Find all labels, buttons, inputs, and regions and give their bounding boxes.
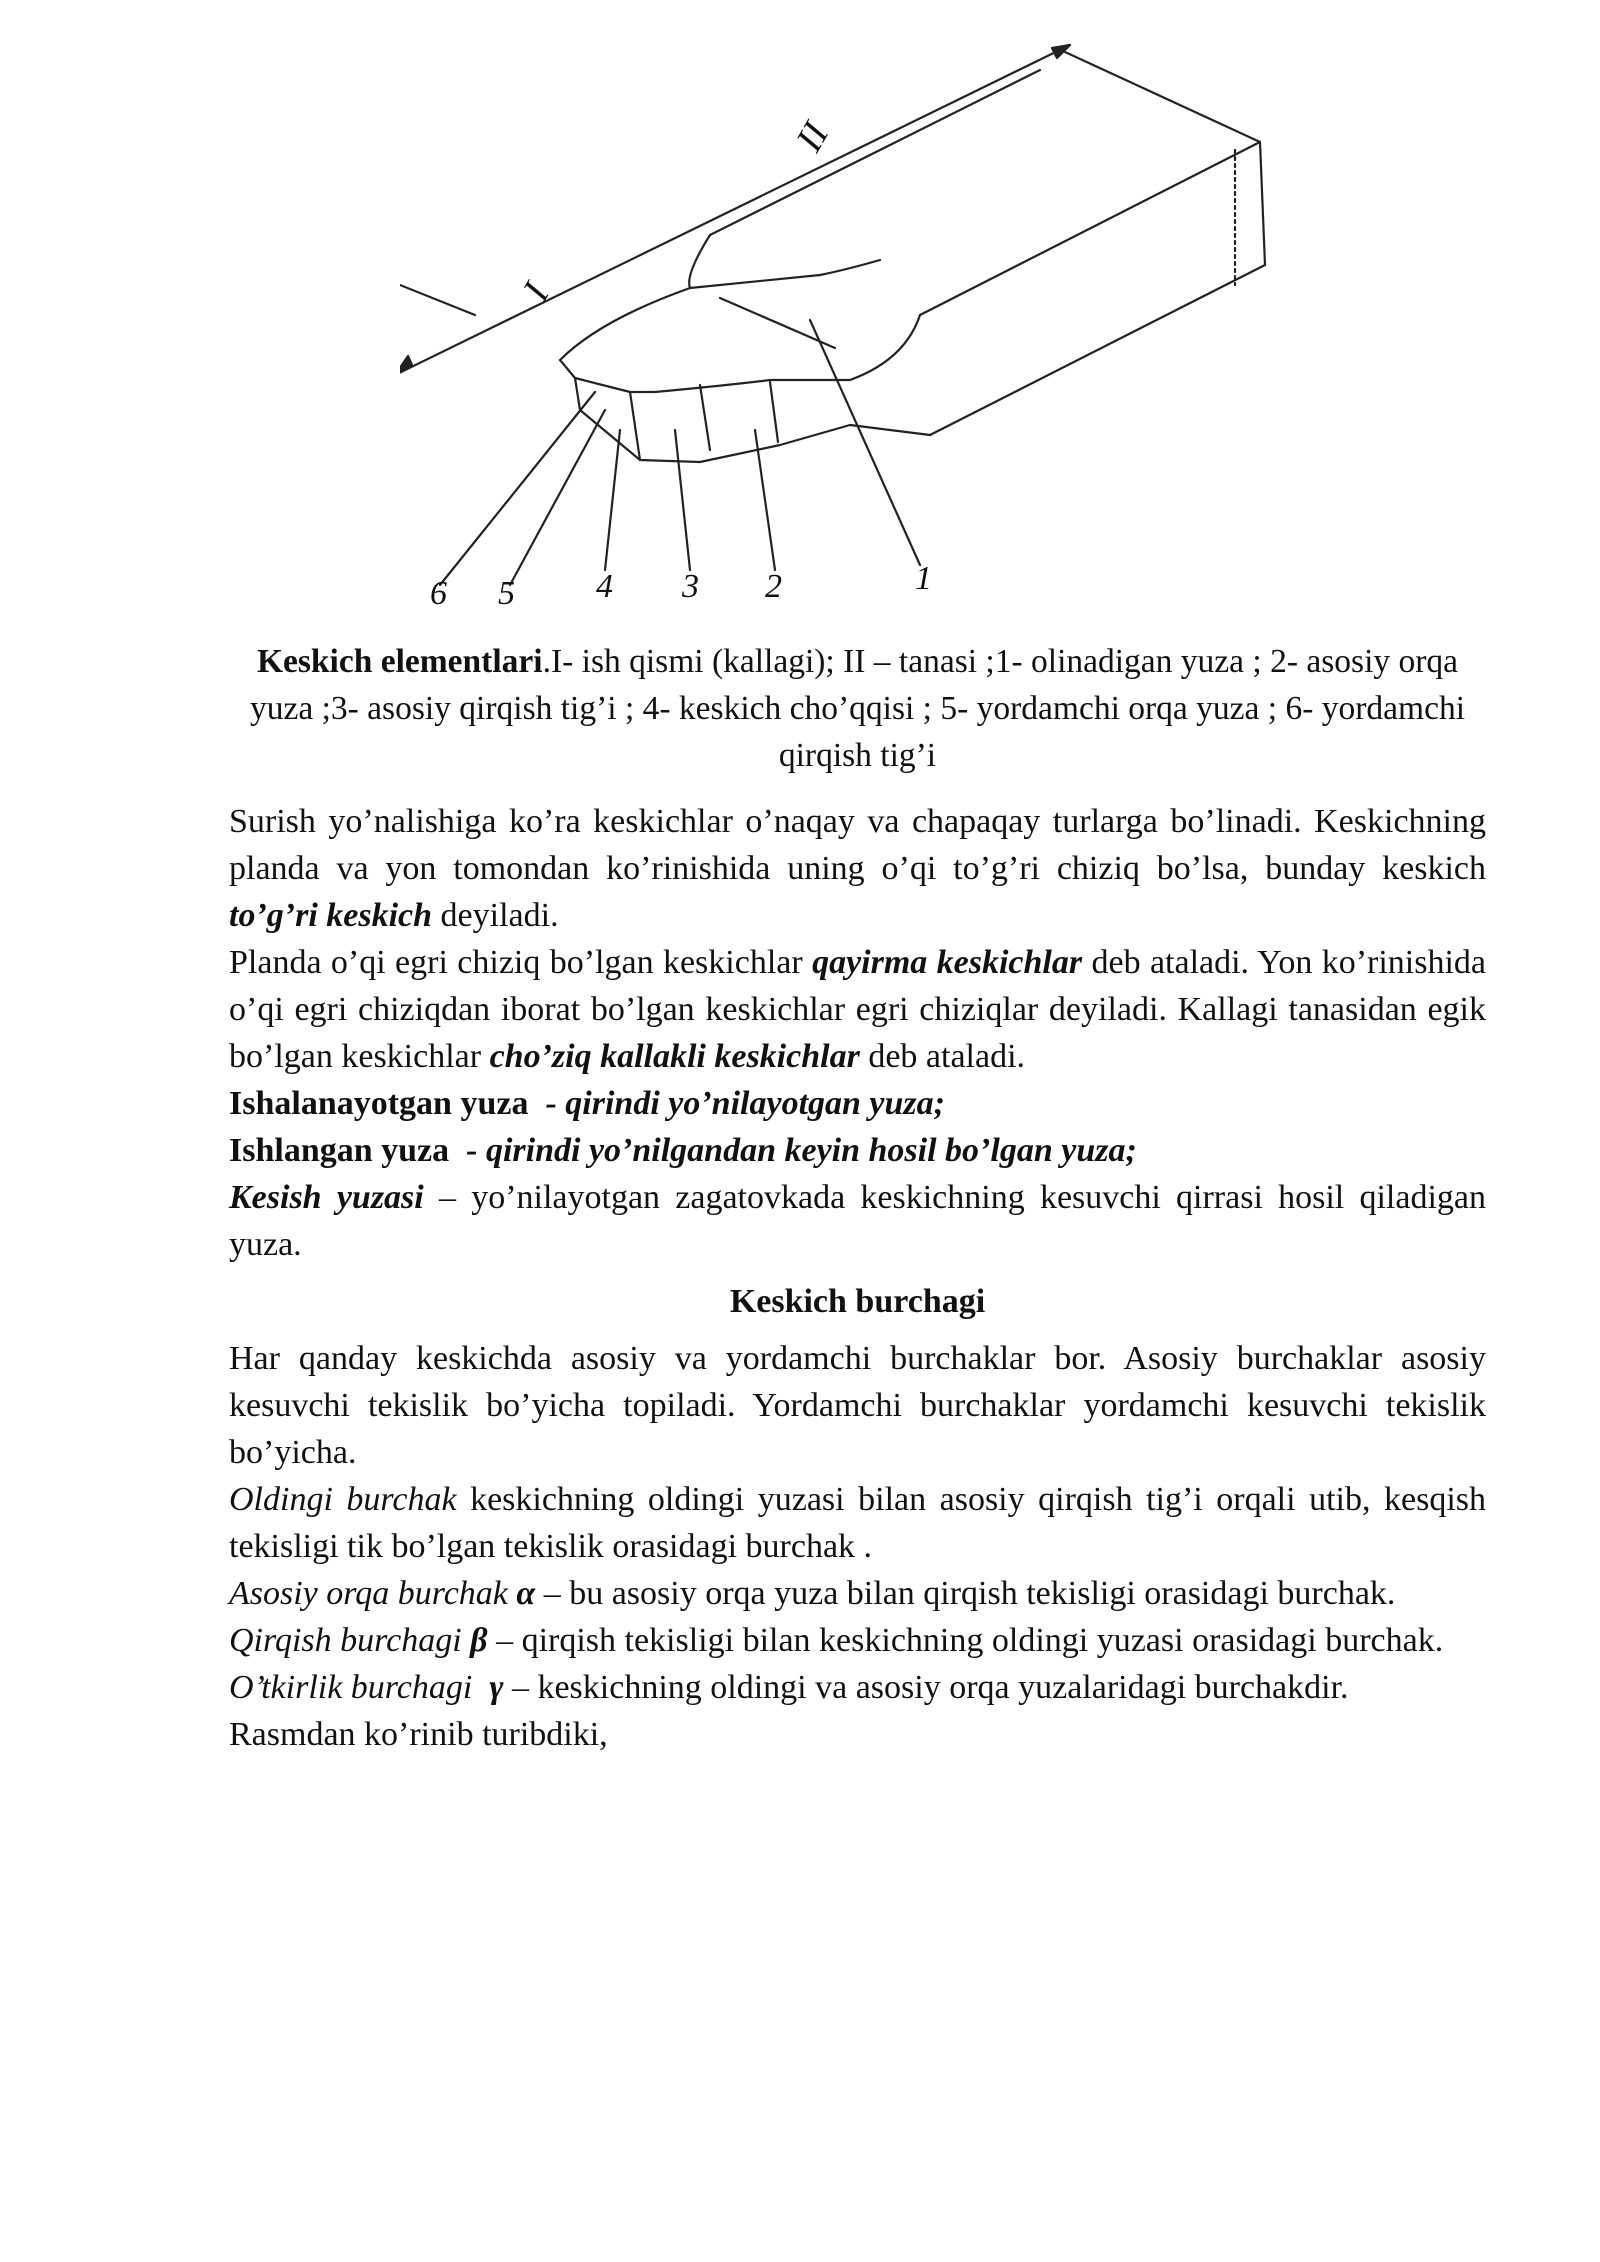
definition-text: – bu asosiy orqa yuza bilan qirqish tekisligi orasidagi burchak.	[535, 1575, 1396, 1612]
definition-clearance-angle	[229, 1570, 1486, 1617]
paragraph-text-mid: deb ataladi. Yon ko’rinishida o’qi egri chiziqdan iborat bo’lgan keskichlar egri chiziqlar deyiladi. Kallagi tanasidan egik bo’lgan keskichlar	[229, 944, 1486, 1075]
definition-text: - qirindi yo’nilayotgan yuza;	[545, 1085, 945, 1122]
definition-surface-being-machined	[229, 1080, 1486, 1127]
body-top-back-edge	[1065, 52, 1260, 142]
definition-term: Ishlangan yuza	[229, 1132, 450, 1169]
rake-face-edge	[560, 288, 690, 360]
gamma-symbol: γ	[489, 1669, 504, 1706]
tool-tip	[560, 360, 655, 392]
figure-label-4: 4	[596, 568, 613, 605]
body-top-front-edge	[920, 142, 1260, 315]
figure-label-1: 1	[915, 560, 932, 597]
caption-text: .I- ish qismi (kallagi); II – tanasi ;1- olinadigan yuza ; 2- asosiy orqa yuza ;3- asosiy qirqish tig’i ; 4- keskich cho’qqisi ; 5- yordamchi orqa yuza ; 6- yordamchi qirqish tig’i	[249, 643, 1465, 774]
alpha-symbol: α	[516, 1575, 536, 1612]
leader-2	[755, 430, 775, 570]
paragraph-closing: Rasmdan ko’rinib turibdiki,	[229, 1716, 608, 1753]
definition-term: Asosiy orqa burchak	[229, 1575, 508, 1612]
cutting-tool-figure	[400, 30, 1300, 620]
figure-label-3: 3	[682, 568, 699, 605]
paragraph-text: Planda o’qi egri chiziq bo’lgan keskichlar	[229, 944, 813, 981]
definition-term: Oldingi burchak	[229, 1481, 457, 1518]
body-bottom-edge	[930, 265, 1265, 435]
definition-term: O’tkirlik burchagi	[229, 1669, 473, 1706]
leader-4	[605, 430, 620, 570]
paragraph-angles-intro: Har qanday keskichda asosiy va yordamchi burchaklar bor. Asosiy burchaklar asosiy kesuvchi tekislik bo’yicha topiladi. Yordamchi burchaklar yordamchi kesuvchi tekislik bo’yicha.	[229, 1340, 1486, 1471]
term-straight-tool: to’g’ri keskich	[229, 897, 433, 934]
figure-label-2: 2	[765, 568, 782, 605]
paragraph-bent-tools	[229, 939, 1486, 1080]
term-extended-head-tool: cho’ziq kallakli keskichlar	[489, 1038, 860, 1075]
figure-label-part2: II	[788, 115, 838, 159]
leader-3	[675, 430, 690, 570]
leader-1	[810, 320, 920, 565]
definition-term: Kesish yuzasi	[229, 1179, 424, 1216]
definition-rake-angle	[229, 1476, 1486, 1570]
definition-text: – qirqish tekisligi bilan keskichning oldingi yuzasi orasidagi burchak.	[487, 1622, 1444, 1659]
leader-5	[510, 410, 605, 585]
term-bent-tool: qayirma keskichlar	[812, 944, 1083, 981]
head-upper-step	[689, 235, 880, 288]
definition-text: – yo’nilayotgan zagatovkada keskichning kesuvchi qirrasi hosil qiladigan yuza.	[229, 1179, 1486, 1263]
figure-caption	[230, 638, 1485, 779]
definition-cutting-angle	[229, 1617, 1486, 1664]
section-heading: Keskich burchagi	[729, 1283, 986, 1320]
definition-term: Ishalanayotgan yuza	[229, 1085, 529, 1122]
figure-label-part1: I	[514, 276, 558, 308]
flank-divider-2	[700, 385, 710, 450]
body-end-edge	[1260, 142, 1265, 265]
dimension-arrow-left	[400, 356, 412, 375]
paragraph-text: Surish yo’nalishiga ko’ra keskichlar o’naqay va chapaqay turlarga bo’linadi. Keskichning planda va yon tomondan ko’rinishida uning o’qi to’g’ri chiziq bo’lsa, bunday keskich	[229, 803, 1486, 887]
flank-divider-1	[630, 392, 640, 460]
flank-divider-3	[770, 382, 778, 442]
figure-label-6: 6	[430, 575, 447, 612]
definition-sharpness-angle	[229, 1664, 1486, 1711]
dimension-line	[400, 45, 1070, 375]
definition-term: Qirqish burchagi	[229, 1622, 462, 1659]
paragraph-text-end: deb ataladi.	[859, 1038, 1026, 1075]
body-top-inner-edge	[710, 70, 1040, 235]
leader-6	[440, 392, 595, 585]
dimension-arrow-right	[1052, 45, 1070, 58]
definition-text: – keskichning oldingi va asosiy orqa yuzalaridagi burchakdir.	[503, 1669, 1349, 1706]
paragraph-tool-types	[229, 798, 1486, 939]
document-body	[229, 798, 1486, 1758]
definition-machined-surface	[229, 1127, 1486, 1174]
figure-label-5: 5	[498, 575, 515, 612]
leader-tip	[400, 275, 475, 315]
definition-cutting-surface	[229, 1174, 1486, 1268]
definition-text: - qirindi yo’nilgandan keyin hosil bo’lgan yuza;	[466, 1132, 1137, 1169]
cutting-tool-drawing	[400, 30, 1300, 620]
paragraph-text-end: deyiladi.	[432, 897, 559, 934]
head-fillet-line	[720, 298, 835, 348]
beta-symbol: β	[470, 1622, 488, 1659]
definition-text: keskichning oldingi yuzasi bilan asosiy qirqish tig’i orqali utib, kesqish tekisligi tik bo’lgan tekislik orasidagi burchak .	[229, 1481, 1486, 1565]
caption-title: Keskich elementlari	[256, 643, 543, 680]
